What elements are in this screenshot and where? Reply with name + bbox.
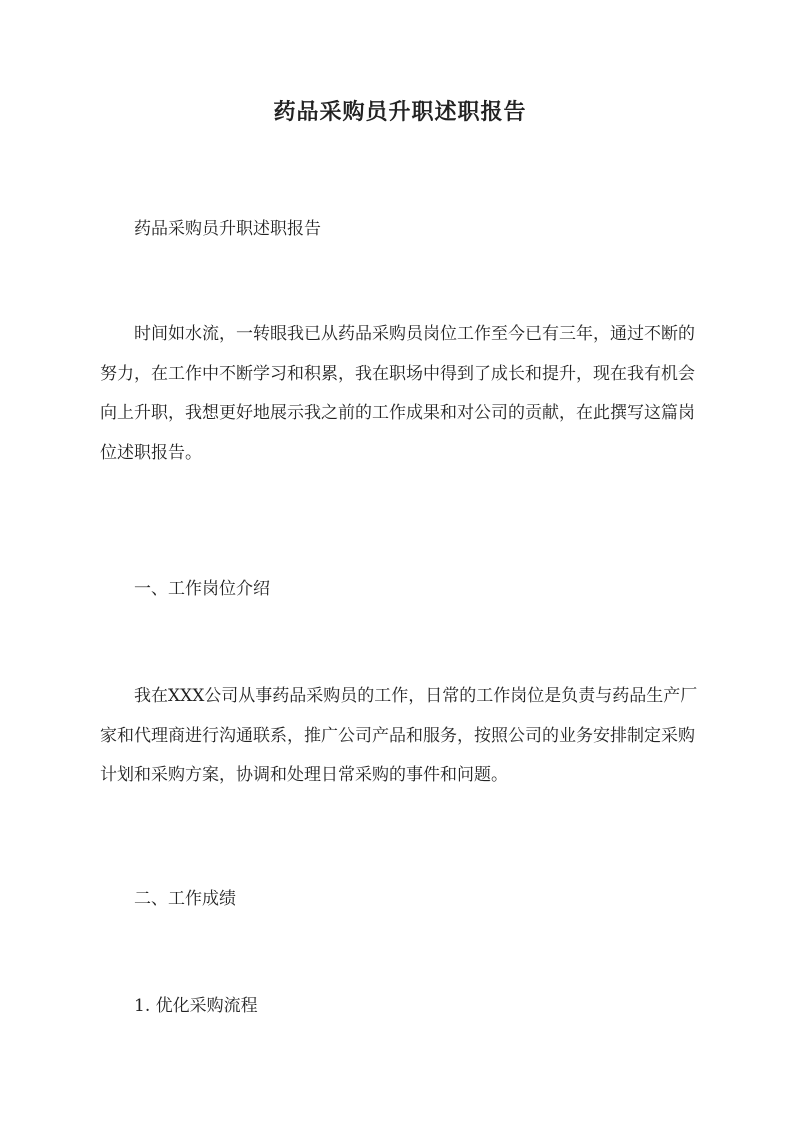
section-heading-job-intro: 一、工作岗位介绍 bbox=[134, 579, 270, 599]
subsection-heading-optimize-process: 1. 优化采购流程 bbox=[134, 996, 258, 1016]
document-title: 药品采购员升职述职报告 bbox=[273, 99, 527, 125]
document-subtitle: 药品采购员升职述职报告 bbox=[134, 219, 321, 239]
section-heading-achievements: 二、工作成绩 bbox=[134, 889, 236, 909]
intro-paragraph: 时间如水流，一转眼我已从药品采购员岗位工作至今已有三年，通过不断的努力，在工作中不断学习和积累，我在职场中得到了成长和提升，现在我有机会向上升职，我想更好地展示我之前的工作成果和对公司的贡献，在此撰写这篇岗位述职报告。 bbox=[100, 324, 695, 463]
job-intro-paragraph: 我在XXX公司从事药品采购员的工作，日常的工作岗位是负责与药品生产厂家和代理商进行沟通联系，推广公司产品和服务，按照公司的业务安排制定采购计划和采购方案，协调和处理日常采购的事件和问题。 bbox=[100, 686, 698, 785]
